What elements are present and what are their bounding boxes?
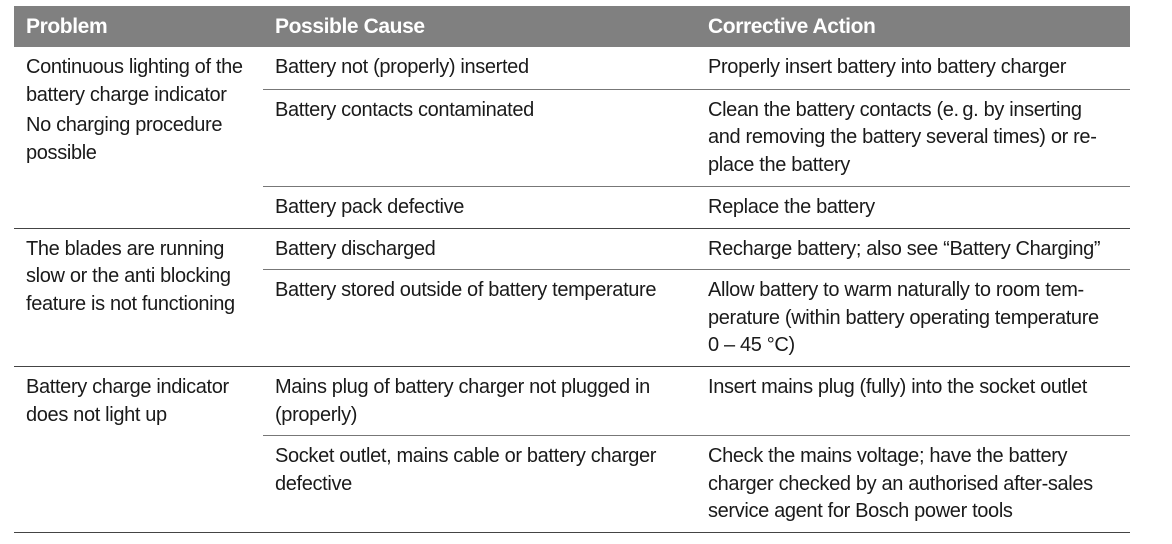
cause-text: defective xyxy=(275,472,352,495)
header-row xyxy=(14,6,1130,47)
problem-text: Continuous lighting of the xyxy=(26,56,243,78)
header-possible-cause: Possible Cause xyxy=(263,6,696,47)
action-text: 0 – 45 °C) xyxy=(708,334,795,356)
action-cell xyxy=(696,436,1130,533)
cause-cell xyxy=(263,89,696,186)
cause-text: Battery contacts contaminated xyxy=(275,98,534,121)
problem-text: slow or the anti blocking xyxy=(26,265,231,287)
table-body xyxy=(14,47,1130,533)
cause-text: Socket outlet, mains cable or battery charger xyxy=(275,445,657,467)
action-text: Allow battery to warm naturally to room tem- xyxy=(708,279,1084,301)
header-problem: Problem xyxy=(14,6,263,47)
problem-cell xyxy=(14,367,263,533)
table-header xyxy=(14,6,1130,47)
problem-text: Battery charge indicator xyxy=(26,376,229,398)
cause-text: Battery not (properly) inserted xyxy=(275,56,529,78)
problem-text: No charging procedure xyxy=(26,114,223,136)
problem-cell xyxy=(14,228,263,367)
action-text: place the battery xyxy=(708,153,850,176)
action-text: Check the mains voltage; have the battery xyxy=(708,445,1068,467)
action-cell xyxy=(696,367,1130,436)
cause-text: (properly) xyxy=(275,403,358,426)
header-corrective-action: Corrective Action xyxy=(696,6,1130,47)
action-cell xyxy=(696,228,1130,270)
action-text: Properly insert battery into battery charger xyxy=(708,56,1067,78)
problem-text: The blades are running xyxy=(26,237,224,260)
action-text: and removing the battery several times) or re- xyxy=(708,126,1097,148)
action-cell xyxy=(696,47,1130,89)
problem-text: possible xyxy=(26,141,97,164)
action-text: perature (within battery operating temperature xyxy=(708,306,1099,329)
troubleshooting-table xyxy=(14,6,1130,533)
problem-text: battery charge indicator xyxy=(26,83,227,106)
table-row xyxy=(14,228,1130,270)
action-text: Replace the battery xyxy=(708,195,875,218)
action-cell xyxy=(696,186,1130,228)
problem-cell xyxy=(14,47,263,228)
cause-cell xyxy=(263,186,696,228)
cause-text: Battery pack defective xyxy=(275,195,465,218)
action-text: charger checked by an authorised after-sales xyxy=(708,472,1093,495)
cause-cell xyxy=(263,436,696,533)
problem-text: feature is not functioning xyxy=(26,292,235,315)
action-text: Insert mains plug (fully) into the socket outlet xyxy=(708,376,1087,398)
cause-text: Battery discharged xyxy=(275,237,436,260)
cause-text: Mains plug of battery charger not plugged in xyxy=(275,376,650,398)
action-text: service agent for Bosch power tools xyxy=(708,500,1013,522)
table-row xyxy=(14,367,1130,436)
problem-text: does not light up xyxy=(26,403,167,426)
action-cell xyxy=(696,270,1130,367)
cause-cell xyxy=(263,47,696,89)
cause-cell xyxy=(263,270,696,367)
cause-cell xyxy=(263,367,696,436)
cause-cell xyxy=(263,228,696,270)
action-text: Clean the battery contacts (e. g. by inserting xyxy=(708,98,1082,121)
action-cell xyxy=(696,89,1130,186)
action-text: Recharge battery; also see “Battery Charging” xyxy=(708,237,1101,260)
cause-text: Battery stored outside of battery temperature xyxy=(275,279,657,301)
table-row xyxy=(14,47,1130,89)
